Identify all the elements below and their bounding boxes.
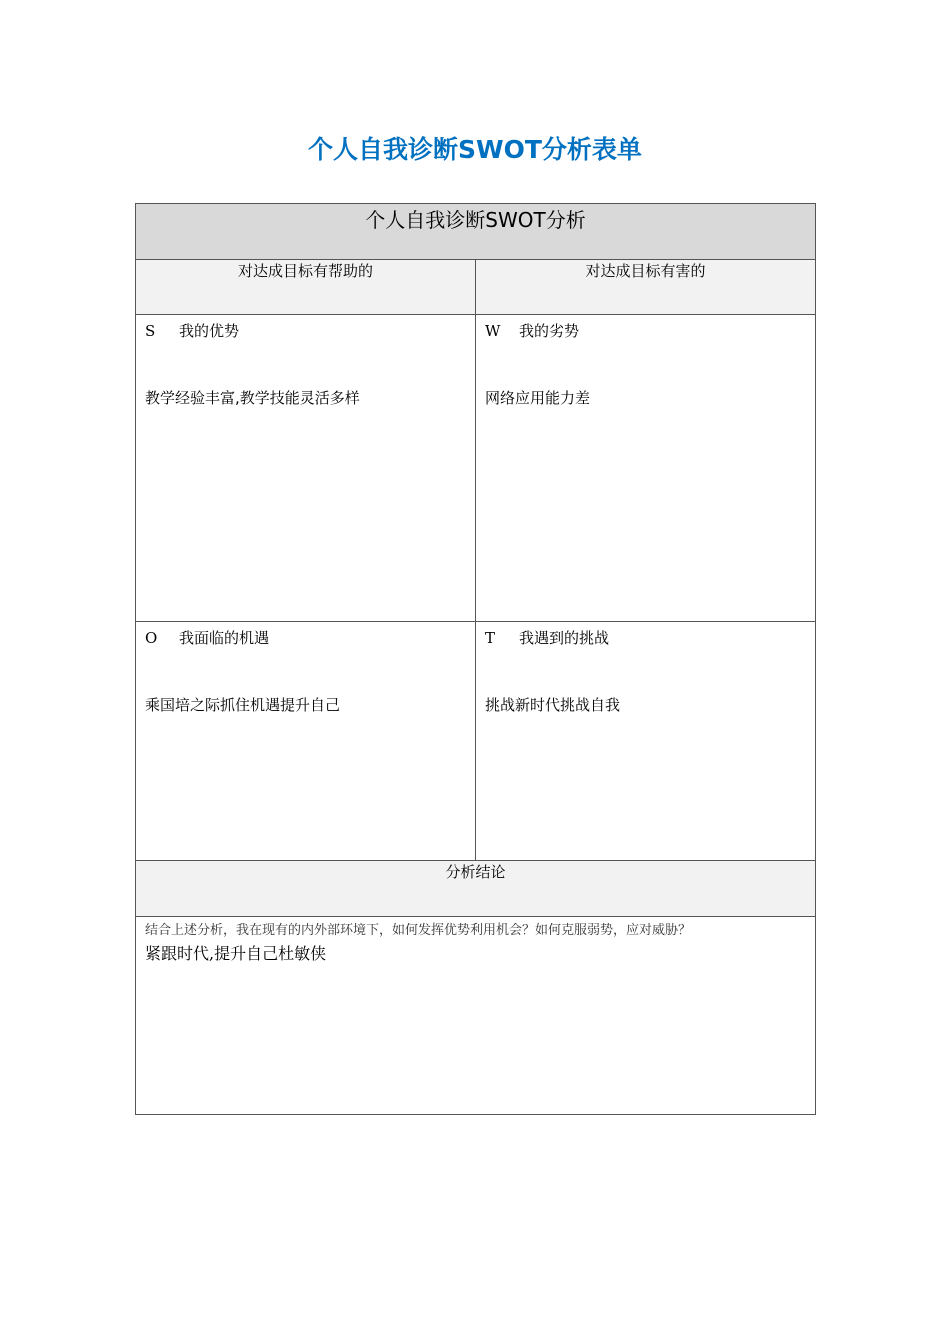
weaknesses-label: 我的劣势: [519, 322, 580, 340]
page-title: 个人自我诊断SWOT分析表单: [308, 135, 642, 164]
conclusion-cell: [136, 917, 816, 1115]
conclusion-row: [136, 917, 816, 1115]
strengths-label: 我的优势: [179, 322, 240, 340]
conclusion-answer: 紧跟时代,提升自己杜敏侠: [145, 944, 327, 963]
conclusion-prompt: 结合上述分析，我在现有的内外部环境下，如何发挥优势利用机会？如何克服弱势，应对威胁？: [145, 923, 692, 938]
opportunities-label: 我面临的机遇: [179, 629, 270, 647]
strengths-content: 教学经验丰富,教学技能灵活多样: [145, 389, 360, 407]
weaknesses-content: 网络应用能力差: [485, 389, 591, 407]
table-header-row: [136, 204, 816, 260]
opportunities-heading: [145, 626, 466, 650]
conclusion-header-row: [136, 861, 816, 917]
threats-content: 挑战新时代挑战自我: [485, 696, 621, 714]
column-header-row: [136, 260, 816, 315]
opportunities-cell: [136, 622, 476, 861]
threats-cell: [476, 622, 816, 861]
table-header: 个人自我诊断SWOT分析: [136, 204, 816, 260]
weaknesses-cell: [476, 315, 816, 622]
opportunities-threats-row: [136, 622, 816, 861]
helpful-column-header: 对达成目标有帮助的: [136, 260, 476, 315]
strengths-cell: [136, 315, 476, 622]
threats-label: 我遇到的挑战: [519, 629, 610, 647]
weaknesses-letter: W: [485, 322, 501, 340]
swot-table: [135, 203, 816, 1115]
strengths-letter: S: [145, 322, 156, 340]
strengths-weaknesses-row: [136, 315, 816, 622]
threats-letter: T: [485, 629, 496, 647]
strengths-heading: [145, 319, 466, 343]
weaknesses-heading: [485, 319, 806, 343]
opportunities-letter: O: [145, 629, 158, 647]
threats-heading: [485, 626, 806, 650]
conclusion-header: 分析结论: [136, 861, 816, 917]
opportunities-content: 乘国培之际抓住机遇提升自己: [145, 696, 341, 714]
harmful-column-header: 对达成目标有害的: [476, 260, 816, 315]
